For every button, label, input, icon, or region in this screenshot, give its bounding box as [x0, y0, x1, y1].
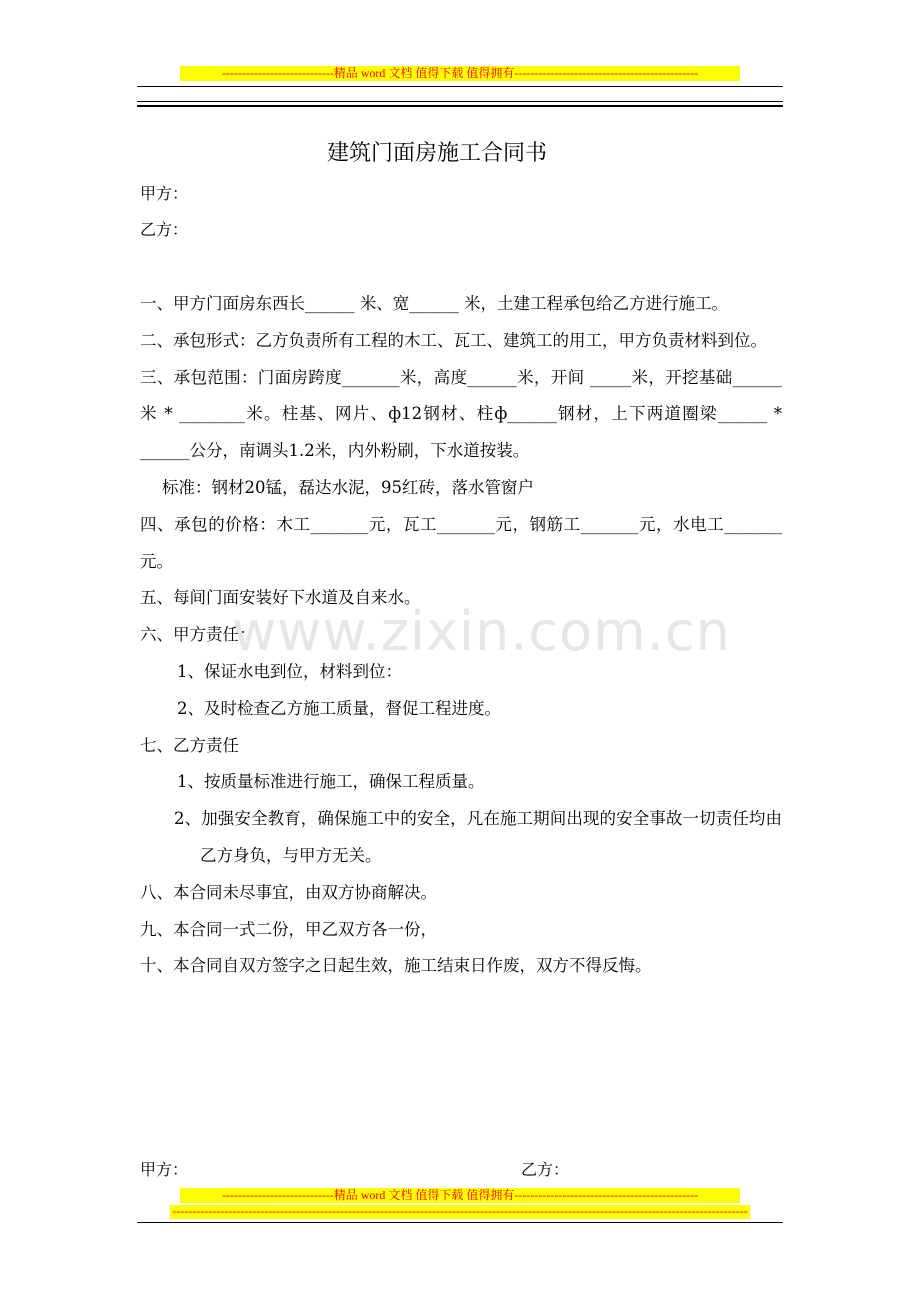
- clause-8: 八、本合同未尽事宜，由双方协商解决。: [140, 882, 437, 902]
- clause-7-item-2: 2、加强安全教育，确保施工中的安全，凡在施工期间出现的安全事故一切责任均由乙方身负，与甲方无关。: [174, 809, 782, 865]
- footer-rule: [137, 1222, 783, 1223]
- footer-banner-dashes: ------------------------------------------------------------------------------------------------------------------------------------------------: [170, 1205, 750, 1219]
- document-title: 建筑门面房施工合同书: [326, 141, 547, 166]
- clause-2: 二、承包形式：乙方负责所有工程的木工、瓦工、建筑工的用工，甲方负责材料到位。: [140, 330, 767, 350]
- signature-party-b: 乙方：: [521, 1160, 570, 1179]
- watermark-text: www.zixin.com.cn: [232, 600, 731, 663]
- clause-7-item-1: 1、按质量标准进行施工，确保工程质量。: [177, 772, 485, 792]
- clause-9: 九、本合同一式二份，甲乙双方各一份，: [140, 919, 437, 939]
- clause-5: 五、每间门面安装好下水道及自来水。: [140, 588, 421, 608]
- clause-4: 四、承包的价格：木工_______元，瓦工_______元，钢筋工_______元，水电工_______元。: [140, 514, 782, 571]
- clause-3-standard: 标准：钢材20锰，磊达水泥，95红砖，落水管窗户: [162, 477, 534, 497]
- header-rule-thin: [137, 86, 783, 87]
- clause-10: 十、本合同自双方签字之日起生效，施工结束日作废，双方不得反悔。: [140, 956, 652, 976]
- clause-3: 三、承包范围：门面房跨度_______米，高度______米，开间 _____米，开挖基础______米 * ________米。柱基、网片、ф12钢材、柱ф______钢材，上下两道圈梁______ * ______公分，南调头1.2米，内外粉刷，下水道按装。: [140, 367, 782, 461]
- party-b-label: 乙方：: [140, 220, 189, 239]
- clause-6: 六、甲方责任：: [140, 625, 256, 645]
- header-rule-double-top: [137, 101, 783, 102]
- clause-6-item-1: 1、保证水电到位，材料到位：: [177, 661, 402, 681]
- header-banner: ----------------------------精品 word 文档 值得下载 值得拥有----------------------------------------------: [180, 66, 740, 81]
- clause-1: 一、甲方门面房东西长______ 米、宽______ 米，土建工程承包给乙方进行施工。: [140, 294, 728, 313]
- signature-party-a: 甲方：: [140, 1160, 189, 1179]
- clause-6-item-2: 2、及时检查乙方施工质量，督促工程进度。: [177, 698, 501, 718]
- clause-7: 七、乙方责任: [140, 735, 239, 755]
- header-rule-double-bottom: [137, 105, 783, 107]
- contract-body: [140, 286, 782, 985]
- footer-banner: ----------------------------精品 word 文档 值得下载 值得拥有----------------------------------------------: [180, 1188, 740, 1203]
- party-a-label: 甲方：: [140, 184, 189, 203]
